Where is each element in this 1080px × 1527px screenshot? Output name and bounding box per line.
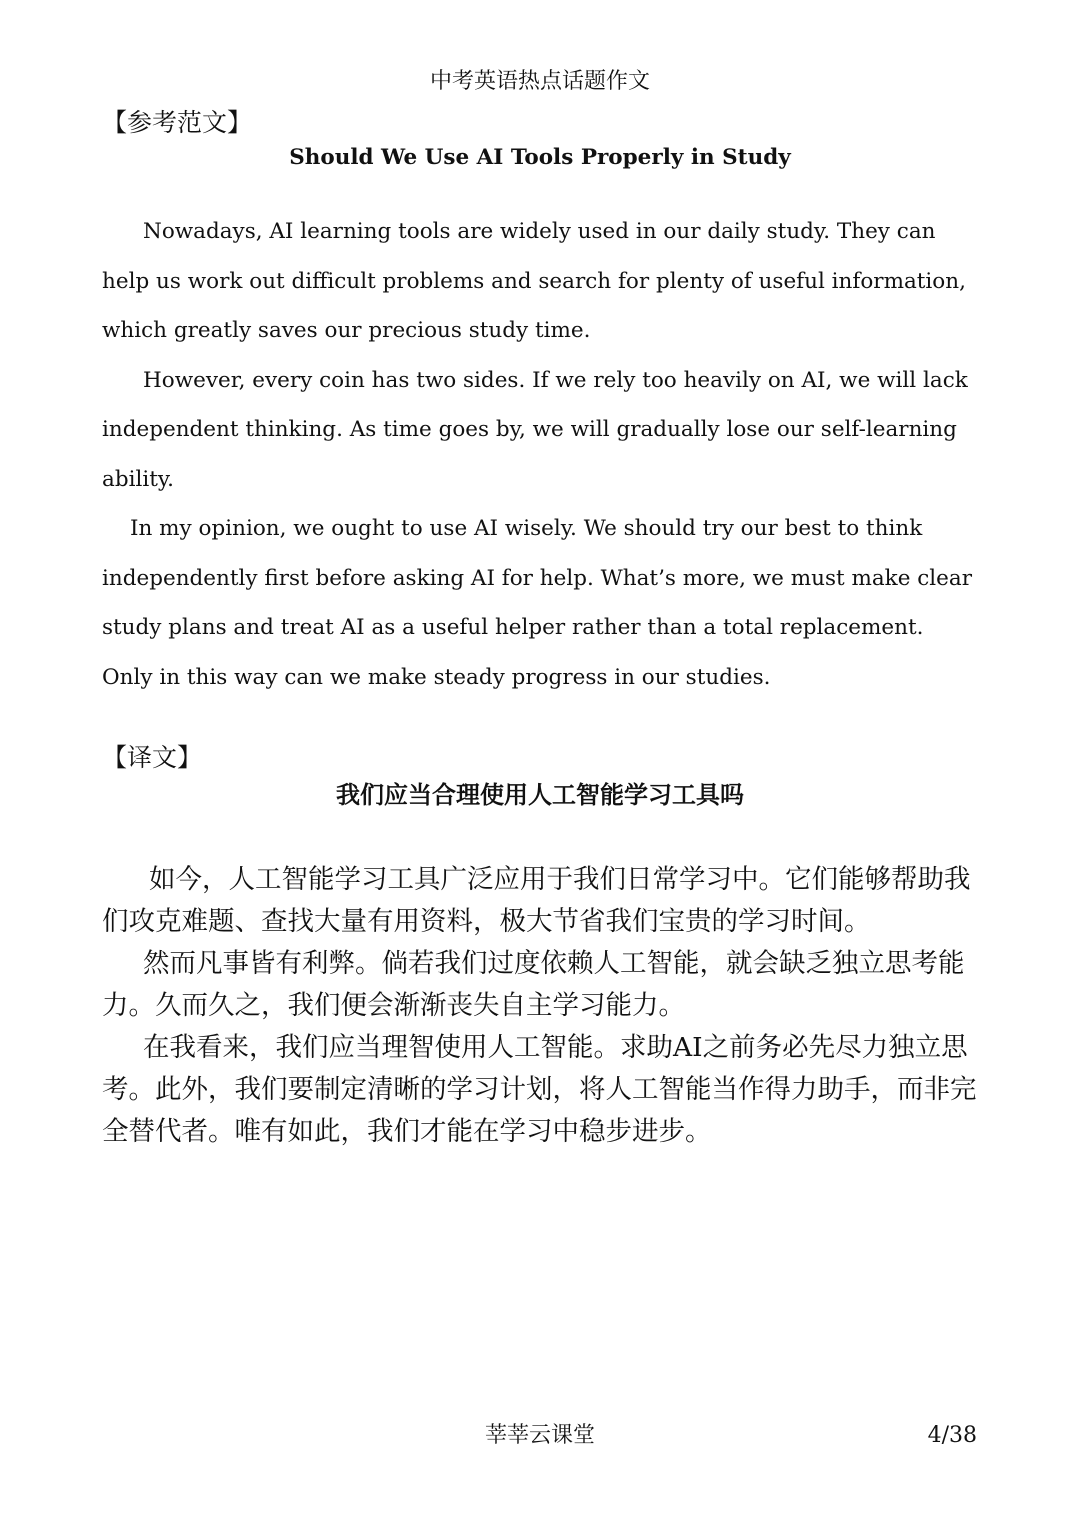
chinese-translation-body [102,859,982,1153]
reference-essay-heading: 【参考范文】 [102,108,253,137]
english-essay-title: Should We Use AI Tools Properly in Study [289,145,791,170]
translation-heading: 【译文】 [102,743,203,772]
chinese-paragraph-3: 在我看来，我们应当理智使用人工智能。求助AI之前务必先尽力独立思考。此外，我们要制定清晰的学习计划，将人工智能当作得力助手，而非完全替代者。唯有如此，我们才能在学习中稳步进步。 [102,1032,977,1147]
english-essay-body [102,207,978,702]
english-paragraph-1: Nowadays, AI learning tools are widely used in our daily study. They can help us work out difficult problems and search for plenty of useful information, which greatly saves our precious study time. [102,219,966,343]
chinese-paragraph-2: 然而凡事皆有利弊。倘若我们过度依赖人工智能，就会缺乏独立思考能力。久而久之，我们便会渐渐丧失自主学习能力。 [102,948,965,1021]
english-paragraph-3: In my opinion, we ought to use AI wisely. We should try our best to think independently first before asking AI for help. What’s more, we must make clear study plans and treat AI as a useful helper rather than a total replacement. Only in this way can we make steady progress in our studies. [102,516,973,690]
chinese-essay-title: 我们应当合理使用人工智能学习工具吗 [336,780,744,809]
page-header: 中考英语热点话题作文 [429,69,650,94]
page-number: 4/38 [927,1423,977,1448]
chinese-paragraph-1: 如今，人工智能学习工具广泛应用于我们日常学习中。它们能够帮助我们攻克难题、查找大量有用资料，极大节省我们宝贵的学习时间。 [102,864,971,937]
footer-brand: 莘莘云课堂 [484,1423,595,1448]
english-paragraph-2: However, every coin has two sides. If we rely too heavily on AI, we will lack independent thinking. As time goes by, we will gradually lose our self-learning ability. [102,367,968,492]
